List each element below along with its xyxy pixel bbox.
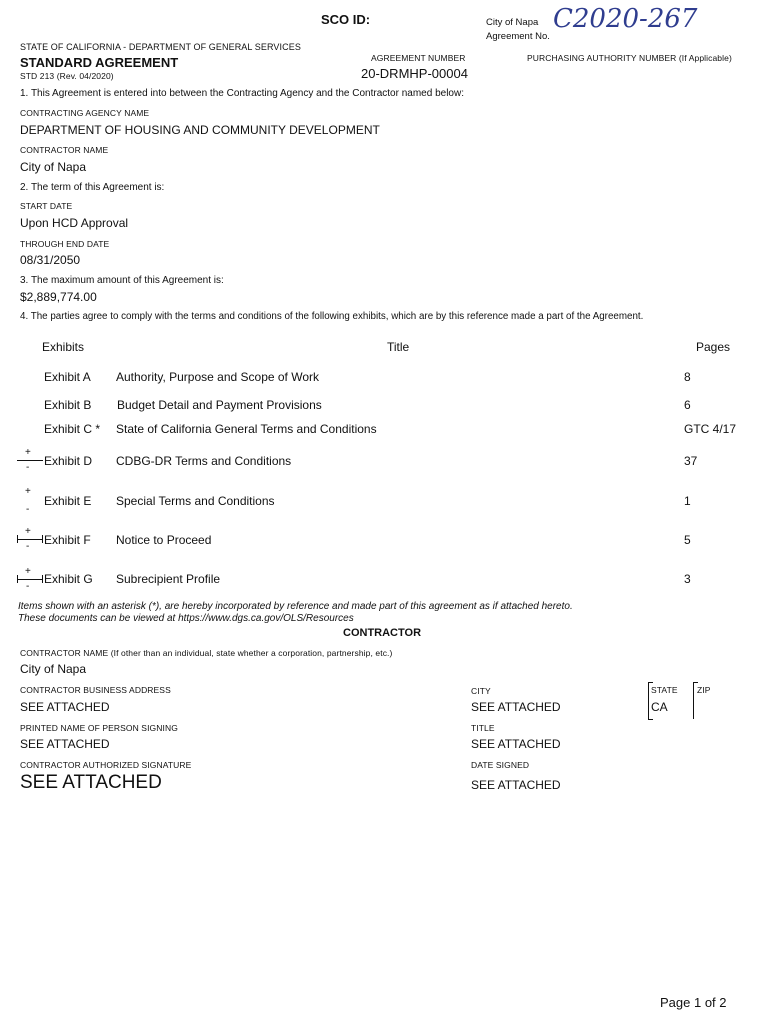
printed-name-value: SEE ATTACHED xyxy=(20,737,110,751)
form-title: STANDARD AGREEMENT xyxy=(20,55,179,70)
contractor-name-value: City of Napa xyxy=(20,160,87,174)
section-3-text: 3. The maximum amount of this Agreement is: xyxy=(20,275,224,286)
state-value: CA xyxy=(651,700,668,714)
city-agreement-label: City of Napa xyxy=(486,17,539,28)
exhibit-title: Notice to Proceed xyxy=(116,533,212,547)
exhibit-pages: 1 xyxy=(684,494,691,508)
max-amount-value: $2,889,774.00 xyxy=(20,290,97,304)
contractor-name-label: CONTRACTOR NAME xyxy=(20,145,109,155)
title-value: SEE ATTACHED xyxy=(471,737,561,751)
end-date-label: THROUGH END DATE xyxy=(20,239,110,249)
exhibit-label: Exhibit A xyxy=(44,370,91,384)
exhibit-title: Special Terms and Conditions xyxy=(116,494,275,508)
city-agreement-label-2: Agreement No. xyxy=(486,31,550,42)
add-remove-exhibit-control[interactable] xyxy=(17,447,43,474)
asterisk-note: Items shown with an asterisk (*), are hereby incorporated by reference and made part of this agreement as if attached hereto. xyxy=(18,601,573,612)
city-label: CITY xyxy=(471,686,491,696)
title-label: TITLE xyxy=(471,723,495,733)
exhibit-title: Budget Detail and Payment Provisions xyxy=(117,398,322,412)
section-2-text: 2. The term of this Agreement is: xyxy=(20,182,165,193)
date-signed-value: SEE ATTACHED xyxy=(471,778,561,792)
end-date-value: 08/31/2050 xyxy=(20,253,81,267)
section-4-text: 4. The parties agree to comply with the terms and conditions of the following exhibits, which are by this reference made a part of the Agreement. xyxy=(20,311,644,322)
add-remove-exhibit-control[interactable] xyxy=(17,526,43,553)
exhibit-pages: 3 xyxy=(684,572,691,586)
resources-note: These documents can be viewed at https://www.dgs.ca.gov/OLS/Resources xyxy=(18,613,354,624)
agency-name-value: DEPARTMENT OF HOUSING AND COMMUNITY DEVELOPMENT xyxy=(20,123,380,137)
exhibit-label: Exhibit G xyxy=(44,572,93,586)
page-number: Page 1 of 2 xyxy=(660,995,727,1010)
state-label: STATE xyxy=(651,685,678,695)
pages-column-header: Pages xyxy=(696,340,731,354)
add-exhibit-icon[interactable]: + xyxy=(25,526,31,537)
remove-exhibit-icon[interactable]: - xyxy=(26,462,30,473)
remove-exhibit-icon[interactable]: - xyxy=(26,541,30,552)
exhibits-column-header: Exhibits xyxy=(42,340,85,354)
exhibit-title: Subrecipient Profile xyxy=(116,572,221,586)
add-remove-exhibit-control[interactable] xyxy=(17,566,43,593)
exhibit-pages: 6 xyxy=(684,398,691,412)
city-agreement-number-handwritten: C2020-267 xyxy=(553,4,698,34)
add-remove-exhibit-control[interactable] xyxy=(17,486,43,515)
add-exhibit-icon[interactable]: + xyxy=(25,566,31,577)
title-column-header: Title xyxy=(387,340,410,354)
exhibit-title: Authority, Purpose and Scope of Work xyxy=(116,370,319,384)
business-address-value: SEE ATTACHED xyxy=(20,700,110,714)
exhibit-pages: GTC 4/17 xyxy=(684,422,737,436)
printed-name-label: PRINTED NAME OF PERSON SIGNING xyxy=(20,723,178,733)
city-value: SEE ATTACHED xyxy=(471,700,561,714)
exhibit-pages: 5 xyxy=(684,533,691,547)
contractor-heading: CONTRACTOR xyxy=(343,627,422,639)
exhibit-pages: 8 xyxy=(684,370,691,384)
exhibit-title: State of California General Terms and Conditions xyxy=(116,422,377,436)
agency-name-label: CONTRACTING AGENCY NAME xyxy=(20,108,150,118)
department-heading: STATE OF CALIFORNIA - DEPARTMENT OF GENERAL SERVICES xyxy=(20,42,301,52)
remove-exhibit-icon[interactable]: - xyxy=(26,504,30,515)
exhibit-title: CDBG-DR Terms and Conditions xyxy=(116,454,292,468)
add-exhibit-icon[interactable]: + xyxy=(25,486,31,497)
exhibit-pages: 37 xyxy=(684,454,698,468)
agreement-number: 20-DRMHP-00004 xyxy=(361,66,468,81)
exhibit-label: Exhibit D xyxy=(44,454,93,468)
exhibit-label: Exhibit B xyxy=(44,398,92,412)
remove-exhibit-icon[interactable]: - xyxy=(26,581,30,592)
date-signed-label: DATE SIGNED xyxy=(471,760,530,770)
exhibit-label: Exhibit F xyxy=(44,533,91,547)
contractor-name-value-2: City of Napa xyxy=(20,662,87,676)
agreement-number-label: AGREEMENT NUMBER xyxy=(371,53,466,63)
purchasing-authority-label: PURCHASING AUTHORITY NUMBER (If Applicable) xyxy=(527,53,732,63)
add-exhibit-icon[interactable]: + xyxy=(25,447,31,458)
zip-label: ZIP xyxy=(697,685,711,695)
signature-value: SEE ATTACHED xyxy=(20,772,162,793)
signature-label: CONTRACTOR AUTHORIZED SIGNATURE xyxy=(20,760,192,770)
business-address-label: CONTRACTOR BUSINESS ADDRESS xyxy=(20,685,171,695)
start-date-label: START DATE xyxy=(20,201,73,211)
contractor-name-label-2: CONTRACTOR NAME (If other than an individual, state whether a corporation, partnership, etc.) xyxy=(20,648,393,658)
start-date-value: Upon HCD Approval xyxy=(20,216,129,230)
exhibit-label: Exhibit C * xyxy=(44,422,101,436)
exhibit-label: Exhibit E xyxy=(44,494,92,508)
form-number: STD 213 (Rev. 04/2020) xyxy=(20,71,114,81)
section-1-text: 1. This Agreement is entered into between the Contracting Agency and the Contractor named below: xyxy=(20,88,464,99)
sco-id-label: SCO ID: xyxy=(321,12,371,27)
